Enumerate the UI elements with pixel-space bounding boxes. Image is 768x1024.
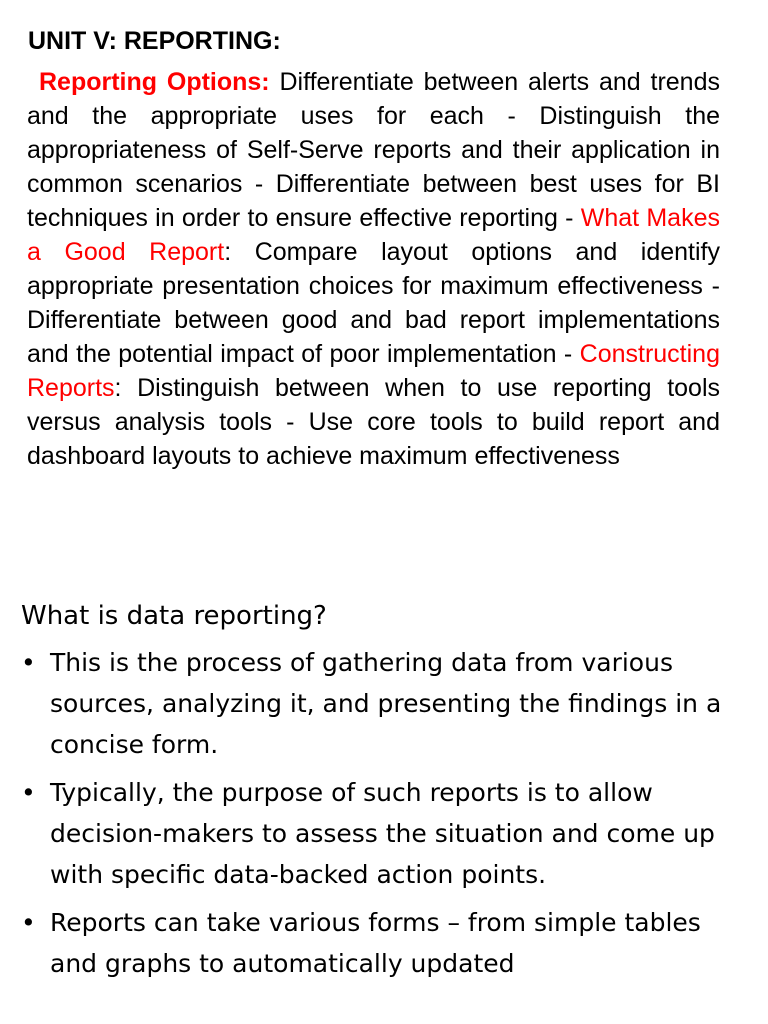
heading-good-report: What Makes a Good Report: [27, 204, 720, 266]
list-item: [21, 772, 741, 895]
heading-constructing-reports: Constructing Reports: [27, 340, 720, 402]
bullet-icon: •: [21, 778, 36, 807]
bullet-text: Typically, the purpose of such reports is to allow decision-makers to assess the situation and come up with specific data-backed action points.: [50, 778, 715, 889]
list-item: [21, 642, 741, 765]
syllabus-paragraph: [27, 65, 720, 473]
syllabus-text-1: Differentiate between alerts and trends and the appropriate uses for each - Distinguish the appropriateness of Self-Serve reports and their application in common scenarios - Differentiate between best uses for BI techniques in order to ensure effective reporting -: [27, 68, 720, 232]
syllabus-text-3: : Distinguish between when to use reporting tools versus analysis tools - Use core tools to build report and dashboard layouts to achieve maximum effectiveness: [27, 374, 720, 470]
bullet-text: This is the process of gathering data from various sources, analyzing it, and presenting the findings in a concise form.: [50, 648, 722, 759]
syllabus-text-2: : Compare layout options and identify appropriate presentation choices for maximum effectiveness - Differentiate between good and bad report implementations and the potential impact of poor implementation -: [27, 238, 720, 368]
bullet-icon: •: [21, 648, 36, 677]
bullet-icon: •: [21, 908, 36, 937]
list-item: [21, 902, 741, 984]
unit-title: UNIT V: REPORTING:: [28, 27, 281, 55]
bullet-text: Reports can take various forms – from simple tables and graphs to automatically updated: [50, 908, 701, 978]
heading-reporting-options: Reporting Options:: [39, 68, 270, 96]
bullet-list: [21, 642, 741, 991]
question-heading: What is data reporting?: [21, 601, 327, 631]
